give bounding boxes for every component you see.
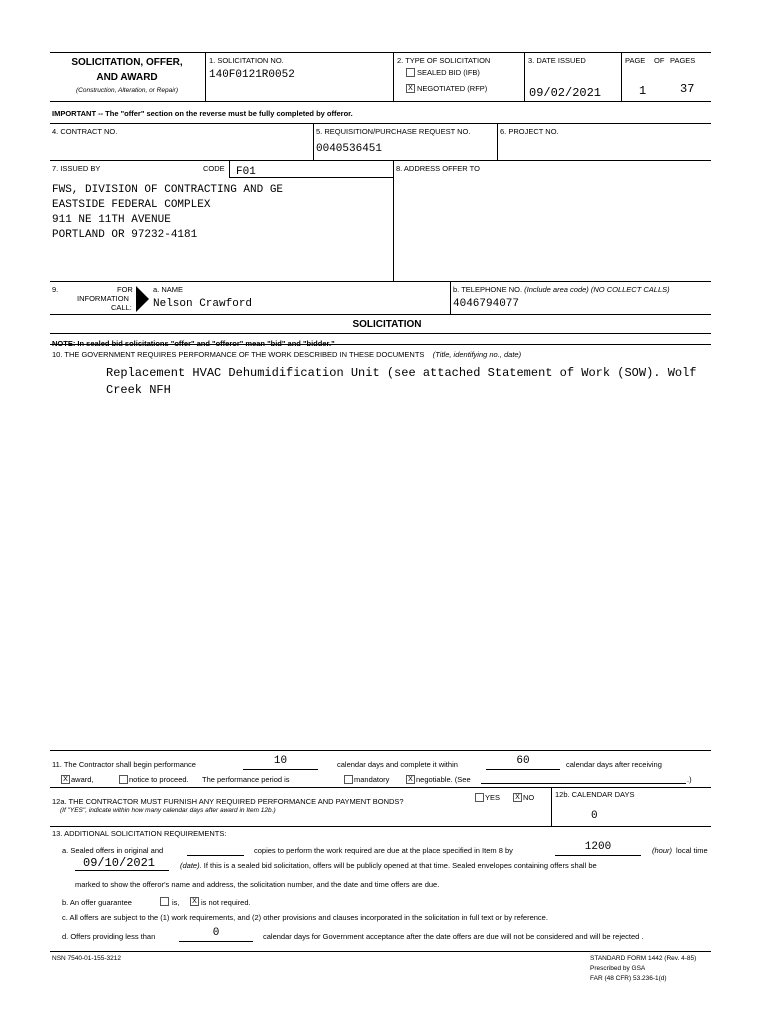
- solicitation-no-value[interactable]: 140F0121R0052: [209, 69, 295, 81]
- pages-value[interactable]: 37: [680, 82, 695, 96]
- bonds-question-sub: (If "YES", indicate within how many calendar days after award in Item 12b.): [60, 807, 276, 814]
- nsn-number: NSN 7540-01-155-3212: [52, 955, 122, 962]
- telephone-label: [453, 285, 670, 294]
- award-label: award,: [71, 775, 94, 784]
- bonds-no-label: NO: [523, 793, 535, 802]
- address-offer-to-label: 8. ADDRESS OFFER TO: [396, 164, 480, 173]
- performance-period-label: The performance period is: [202, 775, 290, 784]
- guarantee-not-required-label: is not required.: [201, 898, 251, 907]
- arrow-right-icon: [136, 286, 150, 312]
- solicitation-no-label: 1. SOLICITATION NO.: [209, 56, 284, 65]
- item11-text1: 11. The Contractor shall begin performance: [52, 760, 196, 769]
- guarantee-not-required-checkbox[interactable]: X: [190, 897, 199, 906]
- acceptance-text2: calendar days for Government acceptance after the date offers are due will not be considered and will be rejected .: [263, 932, 644, 941]
- contact-name-label: a. NAME: [153, 285, 184, 294]
- issuer-address-line1: FWS, DIVISION OF CONTRACTING AND GE: [52, 184, 284, 196]
- envelope-marking-text: marked to show the offeror's name and address, the solicitation number, and the date and time offers are due.: [75, 880, 440, 889]
- bonds-yes-label: YES: [485, 793, 501, 802]
- negotiable-checkbox[interactable]: X: [406, 775, 415, 784]
- information-label: INFORMATION: [77, 294, 129, 303]
- project-no-label: 6. PROJECT NO.: [500, 127, 559, 136]
- due-date-value[interactable]: 09/10/2021: [83, 856, 156, 870]
- requisition-no-value[interactable]: 0040536451: [316, 143, 383, 155]
- hour-label: (hour): [652, 846, 673, 855]
- mandatory-label: mandatory: [354, 775, 390, 784]
- contact-name-value[interactable]: Nelson Crawford: [153, 298, 253, 310]
- solicitation-heading: SOLICITATION: [352, 319, 422, 330]
- item10-label-text: 10. THE GOVERNMENT REQUIRES PERFORMANCE OF THE WORK DESCRIBED IN THESE DOCUMENTS: [52, 350, 425, 359]
- item9-number: 9.: [52, 285, 59, 294]
- issuer-address-line4: PORTLAND OR 97232-4181: [52, 229, 198, 241]
- offers-subject-text: c. All offers are subject to the (1) work requirements, and (2) other provisions and clauses incorporated in the solicitation in full text or by reference.: [62, 913, 548, 922]
- work-description-line1: Replacement HVAC Dehumidification Unit (see attached Statement of Work (SOW). Wolf: [106, 366, 697, 380]
- issuer-address-line3: 911 NE 11TH AVENUE: [52, 214, 171, 226]
- date-issued-value[interactable]: 09/02/2021: [529, 86, 602, 100]
- days-to-begin-value[interactable]: 10: [273, 755, 288, 767]
- bonds-yes-checkbox[interactable]: [475, 793, 484, 802]
- of-label: OF: [654, 56, 665, 65]
- offer-guarantee-text: b. An offer guarantee: [62, 898, 132, 907]
- requisition-no-label: 5. REQUISITION/PURCHASE REQUEST NO.: [316, 127, 471, 136]
- negotiable-label: negotiable. (See: [416, 775, 471, 784]
- telephone-label-text: b. TELEPHONE NO.: [453, 285, 523, 294]
- telephone-value[interactable]: 4046794077: [453, 298, 520, 310]
- contract-no-label: 4. CONTRACT NO.: [52, 127, 118, 136]
- days-to-complete-value[interactable]: 60: [516, 755, 530, 767]
- bonds-question: 12a. THE CONTRACTOR MUST FURNISH ANY REQUIRED PERFORMANCE AND PAYMENT BONDS?: [52, 797, 404, 806]
- award-checkbox[interactable]: X: [61, 775, 70, 784]
- for-label: FOR: [117, 285, 133, 294]
- page-value[interactable]: 1: [639, 84, 647, 98]
- code-value[interactable]: F01: [236, 166, 256, 178]
- date-issued-label: 3. DATE ISSUED: [528, 56, 586, 65]
- guarantee-is-label: is,: [172, 898, 180, 907]
- sealed-bid-note: NOTE: In sealed bid solicitations "offer" and "offeror" mean "bid" and "bidder.": [52, 339, 335, 348]
- issuer-address-line2: EASTSIDE FEDERAL COMPLEX: [52, 199, 211, 211]
- work-description-line2: Creek NFH: [106, 383, 171, 397]
- prescribed-by-label: Prescribed by GSA: [590, 965, 646, 972]
- telephone-label-sub: (Include area code) (NO COLLECT CALLS): [524, 285, 670, 294]
- notice-to-proceed-checkbox[interactable]: [119, 775, 128, 784]
- issued-by-label: 7. ISSUED BY: [52, 164, 101, 173]
- negotiated-label: NEGOTIATED (RFP): [417, 84, 488, 93]
- form-title-line1: SOLICITATION, OFFER,: [71, 57, 183, 68]
- form-title-line2: AND AWARD: [96, 72, 158, 83]
- far-reference: FAR (48 CFR) 53.236-1(d): [590, 975, 667, 982]
- sealed-bid-opening-text: If this is a sealed bid solicitation, offers will be publicly opened at that time. Sealed envelopes containing offers shall be: [203, 861, 597, 870]
- item11-text3: calendar days after receiving: [566, 760, 662, 769]
- page-label: PAGE: [625, 56, 646, 65]
- item10-label: [52, 350, 521, 359]
- type-of-solicitation-label: 2. TYPE OF SOLICITATION: [397, 56, 491, 65]
- mandatory-checkbox[interactable]: [344, 775, 353, 784]
- calendar-days-value[interactable]: 0: [591, 810, 598, 822]
- bonds-no-checkbox[interactable]: X: [513, 793, 522, 802]
- acceptance-days-value[interactable]: 0: [212, 927, 220, 939]
- acceptance-text1: d. Offers providing less than: [62, 932, 156, 941]
- calendar-days-label: 12b. CALENDAR DAYS: [555, 790, 635, 799]
- standard-form-label: STANDARD FORM 1442 (Rev. 4-85): [590, 955, 697, 962]
- item13-label: 13. ADDITIONAL SOLICITATION REQUIREMENTS:: [52, 829, 227, 838]
- item10-label-sub: (Title, identifying no., date): [432, 350, 522, 359]
- sealed-bid-label: SEALED BID (IFB): [417, 68, 480, 77]
- item13a-text1: a. Sealed offers in original and: [62, 846, 164, 855]
- negotiated-checkbox[interactable]: X: [406, 84, 415, 93]
- sealed-bid-checkbox[interactable]: [406, 68, 415, 77]
- item13a-text2: copies to perform the work required are due at the place specified in Item 8 by: [254, 846, 513, 855]
- code-label: CODE: [203, 164, 225, 173]
- due-date-text: [180, 861, 597, 870]
- form-title-sub: (Construction, Alteration, or Repair): [76, 87, 178, 94]
- due-hour-value[interactable]: 1200: [584, 841, 612, 853]
- notice-to-proceed-label: notice to proceed.: [129, 775, 189, 784]
- important-notice: IMPORTANT -- The "offer" section on the reverse must be fully completed by offeror.: [52, 109, 353, 118]
- item11-text2: calendar days and complete it within: [337, 760, 458, 769]
- see-close: .): [687, 775, 692, 784]
- date-label: (date).: [180, 861, 202, 870]
- guarantee-is-checkbox[interactable]: [160, 897, 169, 906]
- local-time-label: local time: [676, 846, 708, 855]
- pages-label: PAGES: [670, 56, 696, 65]
- call-label: CALL:: [111, 303, 132, 312]
